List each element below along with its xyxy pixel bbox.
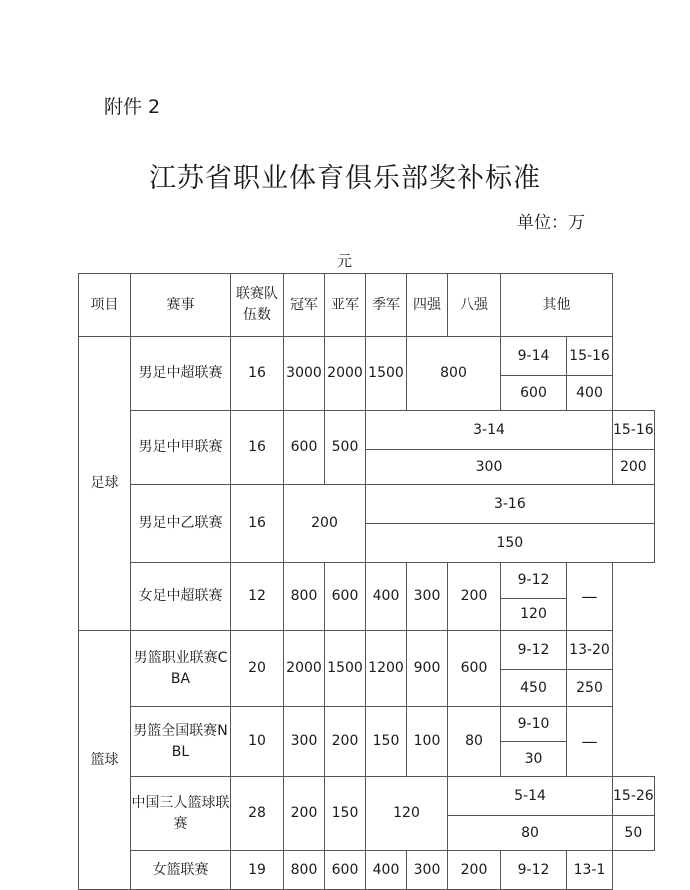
other-value-2: 200 [613,450,655,485]
event-name: 男篮职业联赛CBA [131,631,231,707]
header-other: 其他 [501,274,613,337]
unit-suffix: 元 [337,252,353,270]
top8-cell: 200 [448,851,501,890]
other-value-1: 600 [501,376,567,411]
teams-cell: 16 [231,411,284,485]
champion-cell: 300 [284,707,325,777]
header-teams: 联赛队伍数 [231,274,284,337]
top8-cell: 600 [448,631,501,707]
runner-up-cell: 2000 [325,337,366,411]
champion-cell: 2000 [284,631,325,707]
table-row [79,485,655,524]
teams-cell: 19 [231,851,284,890]
champion-cell: 3000 [284,337,325,411]
runner-up-cell: 200 [325,707,366,777]
teams-cell: 12 [231,563,284,631]
header-category: 项目 [79,274,131,337]
other-value-2: 400 [567,376,613,411]
other-range-2: 15-16 [613,411,655,450]
unit-label: 单位：万 [517,213,585,233]
other-range-2: 15-26 [613,777,655,816]
top4-8-cell: 800 [407,337,501,411]
other-value-2: — [567,707,613,777]
runner-up-cell: 1500 [325,631,366,707]
champion-cell: 200 [284,777,325,851]
teams-cell: 28 [231,777,284,851]
other-range-1: 3-14 [366,411,613,450]
category-football: 足球 [79,337,131,631]
header-top4: 四强 [407,274,448,337]
header-third: 季军 [366,274,407,337]
attachment-label: 附件 2 [104,96,161,118]
other-range-1: 9-12 [501,563,567,599]
event-name: 男篮全国联赛NBL [131,707,231,777]
event-name: 男足中乙联赛 [131,485,231,563]
table-row [79,411,655,450]
other-range-2: 13-1 [567,851,613,890]
other-value-1: 300 [366,450,613,485]
event-name: 男足中超联赛 [131,337,231,411]
runner-up-cell: 600 [325,563,366,631]
top8-cell: 80 [448,707,501,777]
top2-cell: 200 [284,485,366,563]
header-row [79,274,655,337]
other-value-1: 80 [448,816,613,851]
other-range-1: 9-12 [501,631,567,670]
top8-cell: 200 [448,563,501,631]
teams-cell: 16 [231,485,284,563]
third-cell: 400 [366,563,407,631]
other-range-1: 9-14 [501,337,567,376]
teams-cell: 20 [231,631,284,707]
other-value-1: 30 [501,742,567,777]
category-basketball: 篮球 [79,631,131,890]
other-value-1: 120 [501,599,567,631]
other-value-2: 250 [567,670,613,707]
event-name: 中国三人篮球联赛 [131,777,231,851]
champion-cell: 800 [284,563,325,631]
top4-cell: 100 [407,707,448,777]
table-row [79,563,655,599]
top4-cell: 900 [407,631,448,707]
champion-cell: 800 [284,851,325,890]
other-range-1: 3-16 [366,485,655,524]
event-name: 女足中超联赛 [131,563,231,631]
runner-up-cell: 500 [325,411,366,485]
event-name: 男足中甲联赛 [131,411,231,485]
document-title: 江苏省职业体育俱乐部奖补标准 [149,163,541,194]
header-event: 赛事 [131,274,231,337]
other-range-2: 15-16 [567,337,613,376]
third-cell: 1200 [366,631,407,707]
table-row [79,337,655,376]
other-range-1: 9-10 [501,707,567,742]
other-value-1: 450 [501,670,567,707]
teams-cell: 16 [231,337,284,411]
runner-up-cell: 150 [325,777,366,851]
other-range-1: 5-14 [448,777,613,816]
table-row [79,707,655,742]
third-cell: 150 [366,707,407,777]
other-value-2: 50 [613,816,655,851]
other-value-1: 150 [366,524,655,563]
header-champion: 冠军 [284,274,325,337]
table-row [79,851,655,890]
teams-cell: 10 [231,707,284,777]
runner-up-cell: 600 [325,851,366,890]
top4-cell: 300 [407,851,448,890]
top4-cell: 300 [407,563,448,631]
event-name: 女篮联赛 [131,851,231,890]
table-row [79,631,655,670]
subsidy-table [78,273,655,890]
third-top4-cell: 120 [366,777,448,851]
other-range-1: 9-12 [501,851,567,890]
other-range-2: 13-20 [567,631,613,670]
header-top8: 八强 [448,274,501,337]
champion-cell: 600 [284,411,325,485]
header-runner-up: 亚军 [325,274,366,337]
third-cell: 1500 [366,337,407,411]
table-row [79,777,655,816]
third-cell: 400 [366,851,407,890]
other-value-2: — [567,563,613,631]
